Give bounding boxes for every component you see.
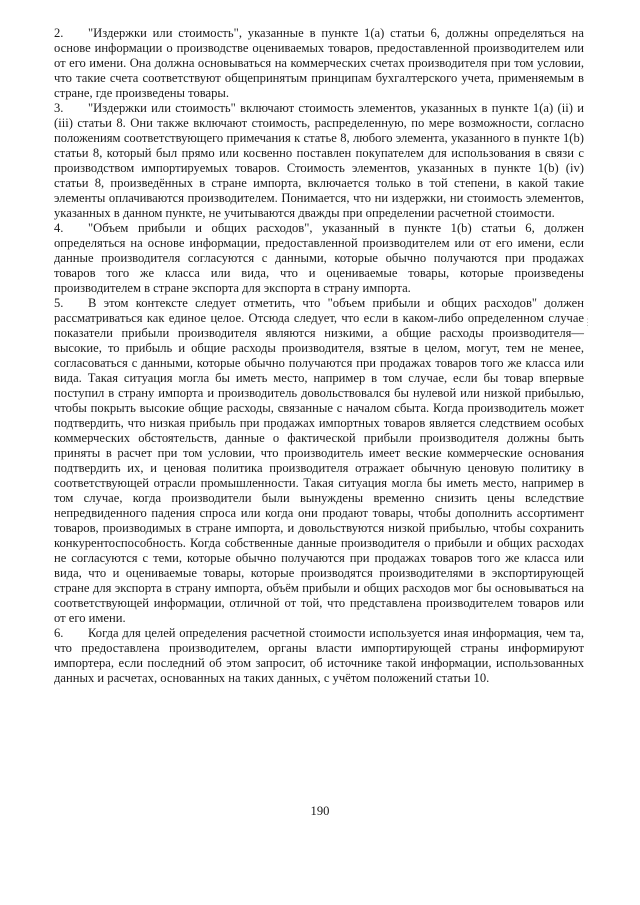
paragraph-2 (54, 26, 584, 101)
paragraph-3 (54, 101, 584, 221)
scan-artifact: ⋮ (583, 318, 592, 328)
paragraph-number: 5. (54, 296, 64, 310)
paragraph-number: 3. (54, 101, 64, 115)
paragraph-4 (54, 221, 584, 296)
paragraph-text: "Издержки или стоимость", указанные в пункте 1(а) статьи 6, должны определяться на основе информации о производстве оцениваемых товаров, предоставленной производителем или от его имени. Она должна основываться на коммерческих счетах производителя при том условии, что такие счета соответствуют общепринятым принципам бухгалтерского учета, применяемым в стране, где произведены товары. (54, 26, 584, 100)
paragraph-text: "Издержки или стоимость" включают стоимость элементов, указанных в пункте 1(а) (ii) и (iii) статьи 8. Они также включают стоимость, распределенную, по мере возможности, согласно положениям соответствующего примечания к статье 8, любого элемента, указанного в пункте 1(b) статьи 8, который был прямо или косвенно поставлен покупателем для использования в связи с производством импортируемых товаров. Стоимость элементов, указанных в пункте 1(b) (iv) статьи 8, произведённых в стране импорта, включается только в той степени, в какой такие элементы оплачиваются производителем. Понимается, что ни издержки, ни стоимость элементов, указанных в данном пункте, не учитываются дважды при определении расчетной стоимости. (54, 101, 584, 220)
paragraph-text: "Объем прибыли и общих расходов", указанный в пункте 1(b) статьи 6, должен определяться на основе информации, предоставленной производителем или от его имени, если данные производителя согласуются с данными, которые обычно получаются при продажах товаров того же класса или вида, что и оцениваемые товары, которые произведены производителем в стране экспорта для экспорта в страну импорта. (54, 221, 584, 295)
paragraph-5 (54, 296, 584, 626)
paragraph-text: Когда для целей определения расчетной стоимости используется иная информация, чем та, что предоставлена производителем, органы власти импортирующей страны информируют импортера, если последний об этом запросит, об источнике такой информации, использованных данных и расчетах, основанных на таких данных, с учётом положений статьи 10. (54, 626, 584, 685)
paragraph-number: 4. (54, 221, 64, 235)
paragraph-text: В этом контексте следует отметить, что "объем прибыли и общих расходов" должен рассматриваться как единое целое. Отсюда следует, что если в каком-либо определенном случае показатели прибыли производителя являются низкими, а общие расходы производителя—высокие, то прибыль и общие расходы производителя, взятые в целом, могут, тем не менее, согласоваться с данными, которые обычно получаются при продажах товаров того же класса или вида. Такая ситуация могла бы иметь место, например в том случае, если бы товар впервые поступил в страну импорта и производитель довольствовался бы нулевой или низкой прибылью, чтобы покрыть высокие общие расходы, связанные с началом сбыта. Когда производитель может подтвердить, что низкая прибыль при продажах импортных товаров является следствием особых коммерческих обстоятельств, данные о фактической прибыли производителя должны быть приняты в расчет при том условии, что производитель имеет веские коммерческие основания подтвердить их, и ценовая политика производителя отражает обычную ценовую политику в соответствующей отрасли промышленности. Такая ситуация могла бы иметь место, например в том случае, когда производители были вынуждены временно снизить цены вследствие непредвиденного падения спроса или когда они продают товары, чтобы дополнить ассортимент товаров, производимых в стране импорта, и довольствуются низкой прибылью, чтобы сохранить конкурентоспособность. Когда собственные данные производителя о прибыли и общих расходах не согласуются с теми, которые обычно получаются при продажах товаров того же класса или вида, что и оцениваемые товары, которые производятся производителями в экспортирующей стране для экспорта в страну импорта, объём прибыли и общих расходов мог бы основываться на соответствующей информации, отличной от той, что представлена производителем товаров или от его имени. (54, 296, 584, 625)
paragraph-number: 2. (54, 26, 64, 40)
paragraph-number: 6. (54, 626, 64, 640)
document-body (54, 26, 584, 686)
paragraph-6 (54, 626, 584, 686)
page-number: 190 (310, 804, 330, 818)
